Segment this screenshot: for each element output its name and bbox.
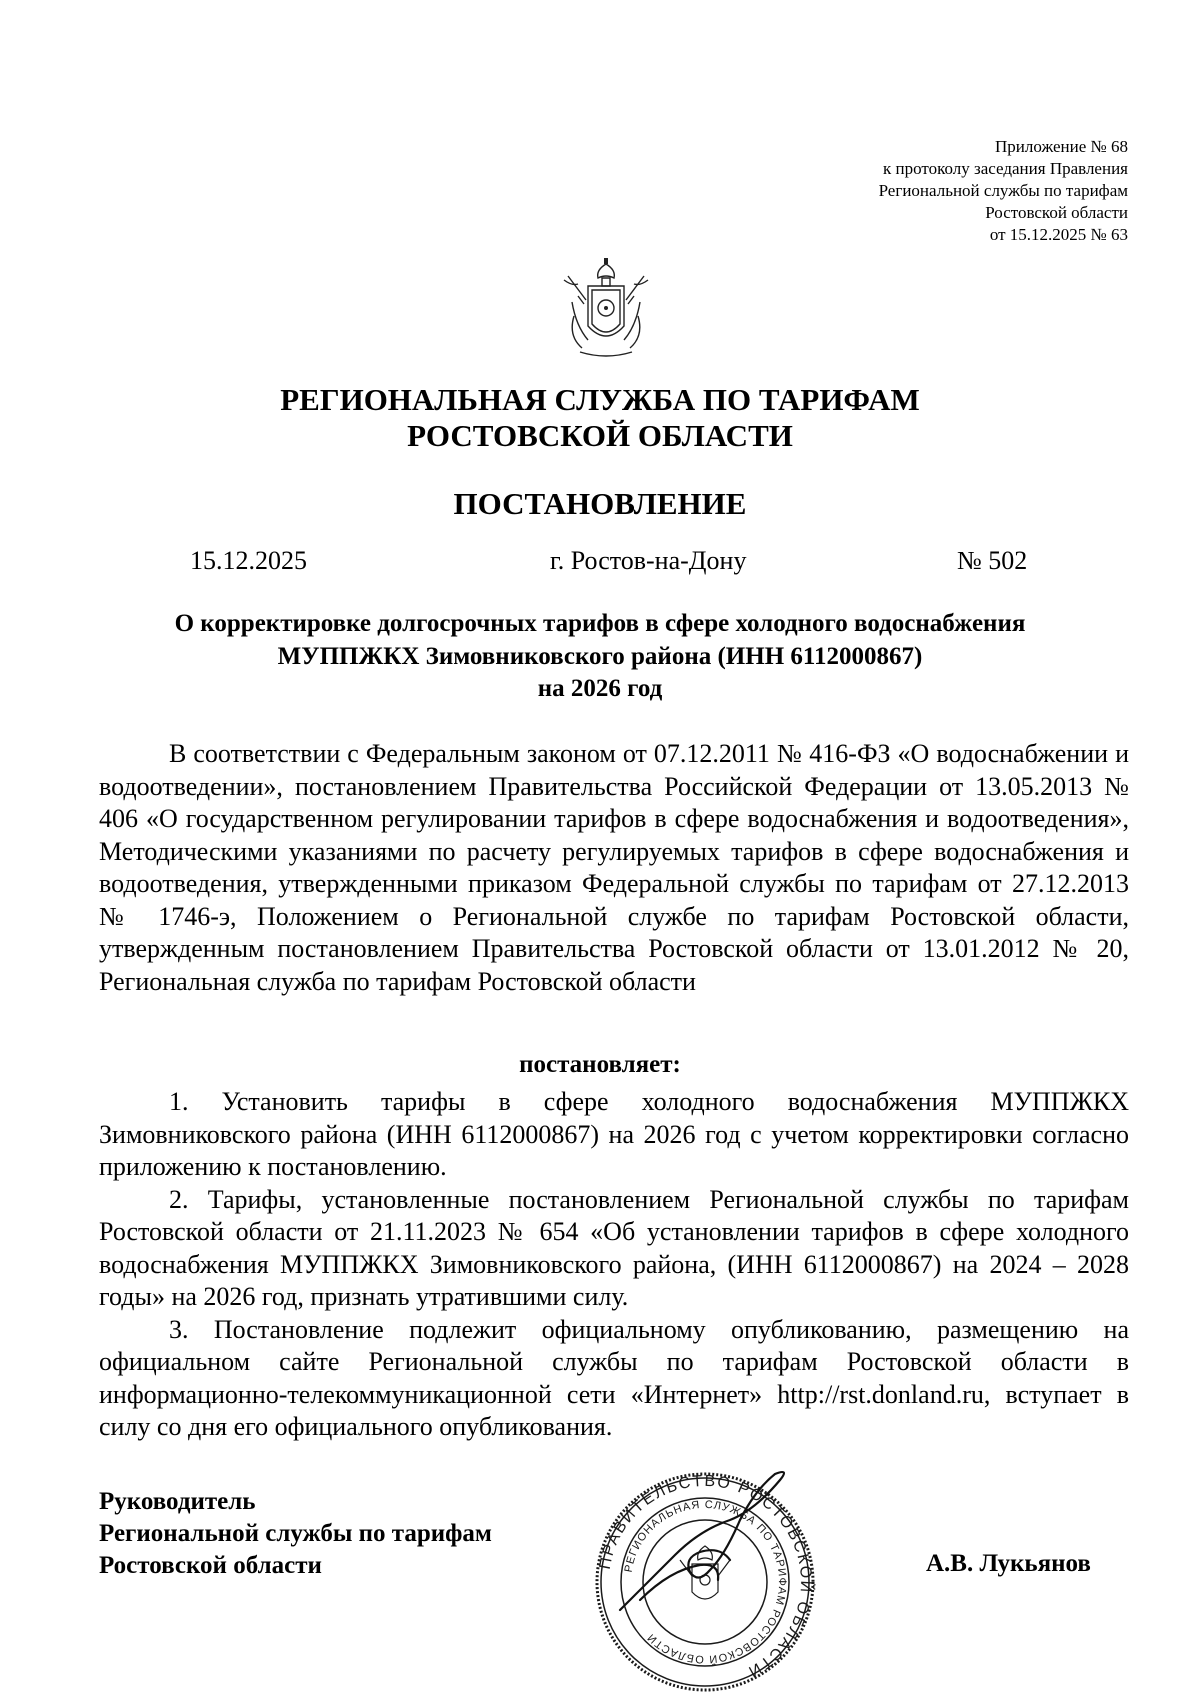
resolution-item: 2. Тарифы, установленные постановлением Региональной службы по тарифам Ростовской области от 21.11.2023 № 654 «Об установлении тарифов в сфере холодного водоснабжения МУППЖКХ Зимовниковского района, (ИНН 6112000867) на 2024 – 2028 годы» на 2026 год, признать утратившими силу. <box>99 1184 1129 1311</box>
document-date: 15.12.2025 <box>190 546 307 575</box>
appendix-line: Приложение № 68 <box>995 137 1128 156</box>
org-line: РОСТОВСКОЙ ОБЛАСТИ <box>407 418 793 453</box>
appendix-line: к протоколу заседания Правления <box>883 159 1128 178</box>
appendix-line: Ростовской области <box>985 203 1128 222</box>
seal-inner-text: РЕГИОНАЛЬНАЯ СЛУЖБА ПО ТАРИФАМ РОСТОВСКОЙ ОБЛАСТИ <box>622 1498 789 1666</box>
resolution-items <box>99 1086 1129 1444</box>
decides-heading: постановляет: <box>519 1051 681 1078</box>
preamble-paragraph <box>99 738 1129 998</box>
preamble-text: В соответствии с Федеральным законом от 07.12.2011 № 416-ФЗ «О водоснабжении и водоотведении», постановлением Правительства Российской Федерации от 13.05.2013 № 406 «О государственном регулировании тарифов в сфере водоснабжения и водоотведения», Методическими указаниями по расчету регулируемых тарифов в сфере водоснабжения и водоотведения, утвержденными приказом Федеральной службы по тарифам от 27.12.2013 № 1746-э, Положением о Региональной службе по тарифам Ростовской области, утвержденным постановлением Правительства Ростовской области от 13.01.2012 № 20, Региональная служба по тарифам Ростовской области <box>99 739 1129 996</box>
signatory-title-line: Ростовской области <box>99 1552 322 1579</box>
signatory-title-line: Руководитель <box>99 1488 256 1515</box>
coat-of-arms-icon <box>558 256 654 362</box>
seal-outer-text: ПРАВИТЕЛЬСТВО РОСТОВСКОЙ ОБЛАСТИ <box>596 1472 815 1681</box>
signatory-title-line: Региональной службы по тарифам <box>99 1520 492 1547</box>
signatory-name: А.В. Лукьянов <box>926 1550 1091 1577</box>
resolution-item: 1. Установить тарифы в сфере холодного водоснабжения МУППЖКХ Зимовниковского района (ИНН 6112000867) на 2026 год с учетом корректировки согласно приложению к постановлению. <box>99 1087 1129 1181</box>
subject-line: МУППЖКХ Зимовниковского района (ИНН 6112000867) <box>277 642 923 670</box>
appendix-line: Региональной службы по тарифам <box>878 181 1128 200</box>
appendix-note <box>708 136 1128 246</box>
document-number: № 502 <box>957 546 1028 575</box>
subject-line: О корректировке долгосрочных тарифов в сфере холодного водоснабжения <box>174 610 1026 637</box>
resolution-item: 3. Постановление подлежит официальному опубликованию, размещению на официальном сайте Региональной службы по тарифам Ростовской области в информационно-телекоммуникационной сети «Интернет» http://rst.donland.ru, вступает в силу со дня его официального опубликования. <box>99 1314 1129 1441</box>
organization-name <box>0 382 1200 454</box>
subject-line: на 2026 год <box>537 675 663 702</box>
document-subject <box>0 608 1200 706</box>
official-seal-icon <box>580 1460 830 1700</box>
document-type: ПОСТАНОВЛЕНИЕ <box>453 486 747 521</box>
appendix-line: от 15.12.2025 № 63 <box>989 225 1128 244</box>
signatory-title <box>99 1486 492 1582</box>
org-line: РЕГИОНАЛЬНАЯ СЛУЖБА ПО ТАРИФАМ <box>280 382 920 417</box>
document-city: г. Ростов-на-Дону <box>550 546 747 575</box>
